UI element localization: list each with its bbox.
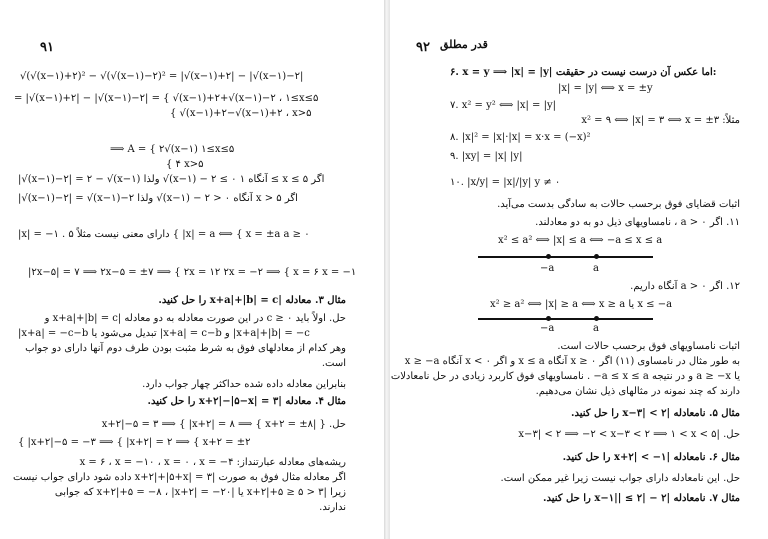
text-line: ریشه‌های معادله عبارتنداز: x = ۶ ، x = −۱۰ ، x = ۰ ، x = −۴ [79, 457, 346, 468]
property-line: ۹. |xy| = |x| |y| [450, 151, 523, 162]
number-line-2 [478, 318, 653, 320]
number-line-1 [478, 256, 653, 258]
text-line: |√(x−۱)−۲| = √(x−۱)−۲ ولذا √(x−۱) − ۲ > ۰ آنگاه x > ۵ اگر [18, 193, 298, 204]
text-line: اگر معادله مثال فوق به صورت |x+۲|+|۵+x| = ۳ داده شود دارای جواب نیست [13, 472, 346, 483]
property-line: ۷. x² = y² ⟺ |x| = |y| [450, 100, 556, 111]
equation-line: = |√(x−۱)+۲| − |√(x−۱)−۲| = { √(x−۱)+۲+√(x−۱)−۲ ، ۱≤x≤۵ [14, 93, 319, 104]
equation-line: حل. |x−۳| < ۲ ⟹ −۲ < x−۳ < ۲ ⟹ ۱ < x < ۵ [518, 429, 740, 440]
property-line: ۱۰. |x/y| = |x|/|y| y ≠ ۰ [450, 177, 561, 188]
equation-line: { ۴ x>۵ [166, 159, 204, 170]
equation-line: حل. { |x+۲|−۵ = ۳ ⟹ { |x+۲| = ۸ ⟹ { x+۲ = ±۸ [101, 419, 346, 430]
number-line-1-label: −a [540, 263, 555, 274]
text-line: به طور مثال در نامساوی (۱۱) اگر x ≥ ۰ آنگاه x ≤ a و اگر x < ۰ آنگاه x ≥ −a [404, 356, 740, 367]
example-heading: مثال ۳. معادله |x+a|+|b| = c را حل کنید. [158, 295, 346, 306]
text-line: |x+a| = −c−b تبدیل می‌شود یا |x+a| = c−b و |x+a|+|b| = −c [18, 328, 310, 339]
number-line-2-point [546, 316, 551, 321]
right-page-number: ۹۲ [416, 40, 430, 55]
number-line-1-point [594, 254, 599, 259]
equation-line: x² ≤ a² ⟺ |x| ≤ a ⟺ −a ≤ x ≤ a [498, 235, 663, 246]
text-line: |x| = −۱ . ۵ دارای معنی نیست مثلاً { |x| = a ⟺ { x = ±a a ≥ ۰ [18, 229, 310, 240]
text-line: ندارند. [319, 502, 346, 513]
text-line: یا a ≥ −x و در نتیجه a ≤ x ≤ a− . نامساویهای فوق کاربرد زیادی در حل نامعادلات [390, 371, 740, 382]
equation-line: |x| = |y| ⟺ x = ±y [558, 83, 653, 94]
text-line: دارند که چند نمونه در مثالهای ذیل نشان می‌دهیم. [535, 386, 740, 397]
text-line: اثبات قضایای فوق برحسب حالات به سادگی بدست می‌آید. [497, 199, 740, 210]
text-line: |√(x−۱)−۲| = ۲ − √(x−۱) ولذا √(x−۱) − ۲ ≤ ۰ آنگاه ۱ ≤ x ≤ ۵ اگر [18, 174, 325, 185]
left-page-number: ۹۱ [40, 40, 54, 55]
right-page [390, 0, 768, 539]
number-line-2-point [594, 316, 599, 321]
property-line: ۸. |x|² = |x|·|x| = x·x = (−x)² [450, 132, 591, 143]
equation-line: x² ≥ a² ⟺ |x| ≥ a ⟺ x ≥ a یا x ≤ −a [490, 299, 673, 310]
text-line: اثبات نامساویهای فوق برحسب حالات است. [557, 341, 740, 352]
property-line: مثلاً: x² = ۹ ⟺ |x| = ۳ ⟺ x = ±۳ [581, 115, 740, 126]
number-line-2-label: a [593, 323, 599, 334]
number-line-1-point [546, 254, 551, 259]
example-heading: مثال ۷. نامعادله |۲ − |x−۱|| ≤ ۲ را حل کنید. [543, 493, 740, 504]
text-line: بنابراین معادله داده شده حداکثر چهار جواب دارد. [142, 379, 346, 390]
property-line: ۶. x = y ⟹ |x| = |y| اما عکس آن درست نیست در حقیقت: [450, 67, 717, 78]
equation-line: ⟹ A = { ۲√(x−۱) ۱≤x≤۵ [110, 144, 235, 155]
text-line: ۱۲. اگر a > ۰ آنگاه داریم. [630, 281, 740, 292]
number-line-1-label: a [593, 263, 599, 274]
example-heading: مثال ۵. نامعادله |x−۳| < ۲ را حل کنید. [571, 408, 740, 419]
equation-line: |۲x−۵| = ۷ ⟹ ۲x−۵ = ±۷ ⟹ { ۲x = ۱۲ ۲x = −۲ ⟹ { x = ۶ x = −۱ [28, 267, 357, 278]
text-line: حل. این نامعادله دارای جواب نیست زیرا غیر ممکن است. [500, 473, 740, 484]
example-heading: مثال ۶. نامعادله |x+۲| < −۱ را حل کنید. [562, 452, 740, 463]
running-head: قدر مطلق [440, 38, 488, 51]
equation-line: √(√(x−۱)+۲)² − √(√(x−۱)−۲)² = |√(x−۱)+۲| − |√(x−۱)−۲| [20, 71, 304, 82]
text-line: حل. اولاً باید c ≥ ۰ در این صورت معادله به دو معادله |x+a|+|b| = c و [44, 313, 346, 324]
text-line: وهر کدام از معادلهای فوق به شرط مثبت بودن طرف دوم آنها دارای دو جواب [25, 343, 346, 354]
text-line: است. [321, 358, 346, 369]
text-line: ۱۱. اگر a > ۰ ، نامساویهای ذیل دو به دو معادلند. [535, 217, 740, 228]
equation-line: { √(x−۱)+۲−√(x−۱)+۲ ، x>۵ [170, 108, 312, 119]
equation-line: { |x+۲|−۵ = −۳ ⟹ { |x+۲| = ۲ ⟹ { x+۲ = ±۲ [18, 437, 251, 448]
text-line: زیرا |x+۲|+۵ ≥ ۵ > ۳ یا |x+۲|+۵ = −۸ ، |x+۲| = −۲۰ که جوابی [54, 487, 346, 498]
example-heading: مثال ۴. معادله |x+۲|−|۵−x| = ۳ را حل کنید. [147, 396, 346, 407]
number-line-2-label: −a [540, 323, 555, 334]
